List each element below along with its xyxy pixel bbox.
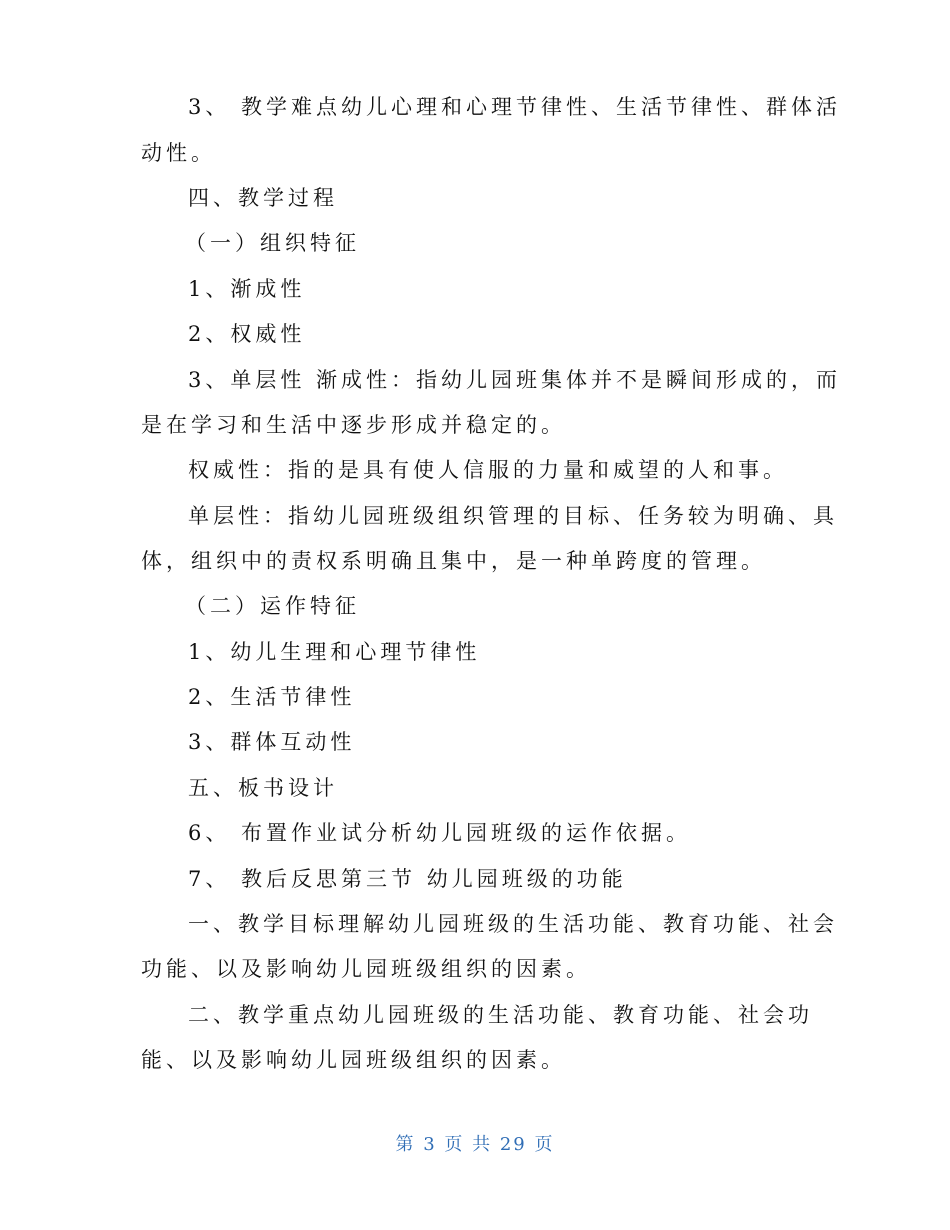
list-item: 1、渐成性 [188, 277, 306, 301]
subsection-heading: （二）运作特征 [185, 594, 360, 618]
text-line: 权威性：指的是具有使人信服的力量和威望的人和事。 [188, 458, 788, 482]
text-line: 体，组织中的责权系明确且集中，是一种单跨度的管理。 [141, 549, 766, 573]
text-line: 3、 教学难点幼儿心理和心理节律性、生活节律性、群体活 [188, 95, 842, 119]
text-line: 7、 教后反思第三节 幼儿园班级的功能 [188, 867, 627, 891]
list-item: 1、幼儿生理和心理节律性 [188, 640, 481, 664]
text-line: 功能、以及影响幼儿园班级组织的因素。 [141, 957, 591, 981]
text-line: 单层性：指幼儿园班级组织管理的目标、任务较为明确、具 [188, 504, 838, 528]
text-line: 动性。 [141, 141, 216, 165]
page-number-footer: 第 3 页 共 29 页 [395, 1134, 555, 1155]
text-line: 3、单层性 渐成性：指幼儿园班集体并不是瞬间形成的，而 [188, 368, 842, 392]
section-heading: 五、板书设计 [188, 776, 338, 800]
section-heading: 四、教学过程 [188, 186, 338, 210]
list-item: 2、生活节律性 [188, 685, 356, 709]
text-line: 能、以及影响幼儿园班级组织的因素。 [141, 1048, 566, 1072]
text-line: 6、 布置作业试分析幼儿园班级的运作依据。 [188, 821, 692, 845]
text-line: 一、教学目标理解幼儿园班级的生活功能、教育功能、社会 [188, 912, 838, 936]
text-line: 二、教学重点幼儿园班级的生活功能、教育功能、社会功 [188, 1003, 813, 1027]
subsection-heading: （一）组织特征 [185, 231, 360, 255]
list-item: 2、权威性 [188, 322, 306, 346]
text-line: 是在学习和生活中逐步形成并稳定的。 [141, 413, 566, 437]
list-item: 3、群体互动性 [188, 730, 356, 754]
